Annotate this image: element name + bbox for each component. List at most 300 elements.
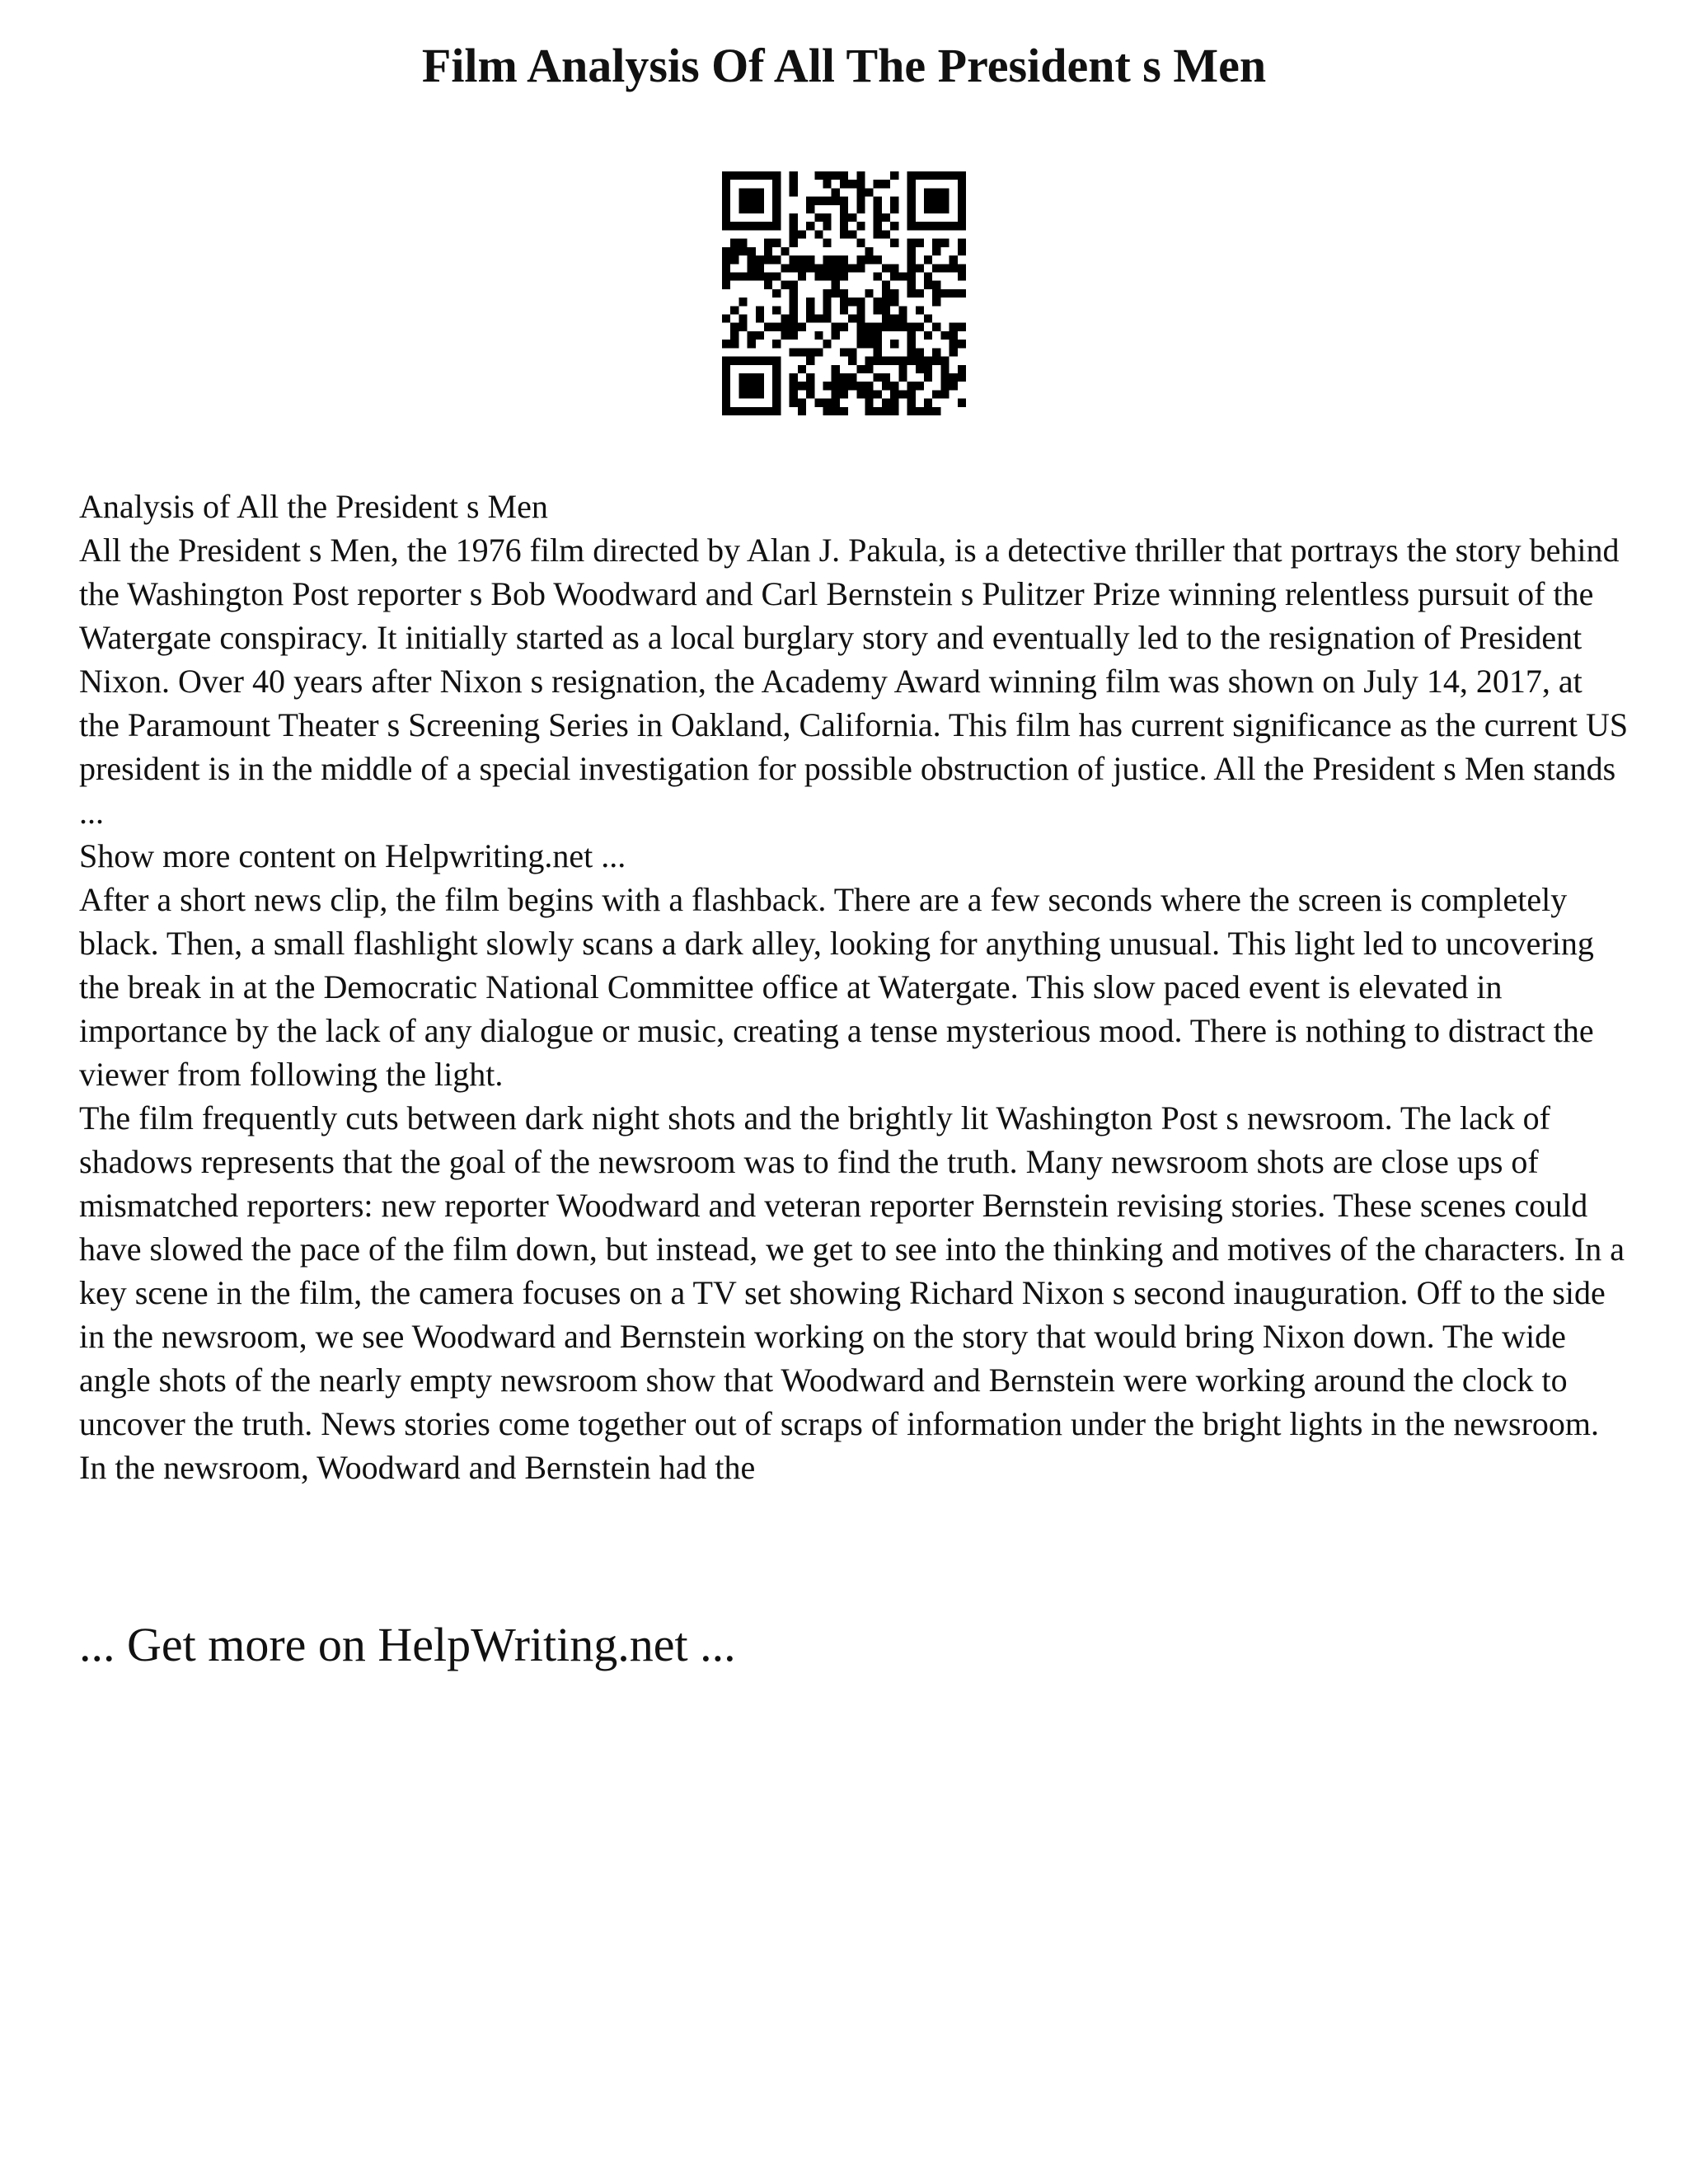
qr-module — [950, 323, 958, 331]
qr-module — [950, 171, 958, 180]
qr-module — [890, 315, 898, 323]
qr-module — [958, 373, 966, 382]
qr-module — [798, 407, 806, 415]
qr-module — [958, 247, 966, 255]
qr-module — [907, 247, 916, 255]
qr-module — [890, 323, 898, 331]
qr-module — [907, 180, 916, 188]
qr-module — [950, 331, 958, 340]
qr-module — [924, 315, 932, 323]
qr-module — [722, 365, 730, 373]
qr-module — [848, 373, 856, 382]
qr-module — [840, 222, 848, 230]
qr-module — [772, 255, 781, 264]
qr-module — [932, 197, 940, 205]
qr-module — [772, 340, 781, 348]
qr-module — [738, 390, 747, 398]
qr-module — [856, 171, 865, 180]
qr-module — [865, 255, 874, 264]
qr-module — [790, 264, 798, 272]
qr-module — [823, 213, 831, 222]
qr-module — [916, 365, 924, 373]
qr-module — [730, 407, 738, 415]
show-more-link[interactable]: Show more content on Helpwriting.net ... — [79, 837, 626, 874]
qr-module — [848, 264, 856, 272]
qr-module — [856, 205, 865, 213]
qr-module — [832, 171, 840, 180]
qr-module — [748, 373, 756, 382]
qr-module — [848, 213, 856, 222]
qr-module — [924, 188, 932, 196]
qr-module — [722, 340, 730, 348]
qr-module — [907, 272, 916, 280]
qr-module — [823, 289, 831, 298]
qr-module — [790, 373, 798, 382]
qr-module — [756, 255, 764, 264]
qr-module — [950, 382, 958, 390]
qr-module — [940, 390, 949, 398]
qr-module — [790, 306, 798, 314]
qr-module — [865, 357, 874, 365]
qr-module — [790, 222, 798, 230]
qr-module — [907, 382, 916, 390]
qr-module — [823, 306, 831, 314]
qr-module — [940, 188, 949, 196]
qr-module — [738, 272, 747, 280]
qr-module — [823, 180, 831, 188]
qr-module — [806, 382, 814, 390]
qr-module — [958, 180, 966, 188]
qr-module — [940, 357, 949, 365]
qr-module — [856, 331, 865, 340]
qr-module — [890, 264, 898, 272]
qr-module — [898, 357, 907, 365]
qr-module — [916, 407, 924, 415]
qr-module — [916, 171, 924, 180]
qr-module — [840, 382, 848, 390]
qr-module — [916, 357, 924, 365]
qr-module — [756, 205, 764, 213]
qr-module — [790, 171, 798, 180]
qr-module — [798, 399, 806, 407]
qr-module — [730, 255, 738, 264]
qr-module — [865, 407, 874, 415]
qr-module — [738, 247, 747, 255]
qr-module — [840, 197, 848, 205]
qr-module — [924, 373, 932, 382]
qr-module — [722, 197, 730, 205]
qr-module — [874, 255, 882, 264]
qr-module — [832, 373, 840, 382]
qr-module — [756, 264, 764, 272]
qr-module — [832, 407, 840, 415]
qr-module — [940, 365, 949, 373]
qr-module — [748, 382, 756, 390]
qr-module — [890, 197, 898, 205]
qr-module — [865, 399, 874, 407]
qr-module — [924, 197, 932, 205]
qr-module — [738, 323, 747, 331]
qr-module — [865, 365, 874, 373]
qr-module — [781, 315, 789, 323]
qr-module — [748, 264, 756, 272]
qr-module — [890, 298, 898, 306]
qr-module — [823, 272, 831, 280]
qr-module — [890, 171, 898, 180]
qr-module — [756, 407, 764, 415]
qr-module — [882, 213, 890, 222]
qr-module — [907, 264, 916, 272]
qr-module — [772, 239, 781, 247]
qr-module — [798, 323, 806, 331]
qr-module — [722, 255, 730, 264]
qr-module — [856, 188, 865, 196]
qr-module — [832, 188, 840, 196]
qr-module — [932, 323, 940, 331]
qr-module — [882, 289, 890, 298]
qr-module — [940, 171, 949, 180]
qr-module — [840, 264, 848, 272]
qr-module — [924, 331, 932, 340]
qr-module — [840, 298, 848, 306]
qr-module — [924, 205, 932, 213]
qr-module — [756, 373, 764, 382]
article-paragraph-intro: All the President s Men, the 1976 film directed by Alan J. Pakula, is a detective thriller that portrays the story behind the Washington Post reporter s Bob Woodward and Carl Bernstein s Pulitzer Prize winning relentless pursuit of the Watergate conspiracy. It initially started as a local burglary story and eventually led to the resignation of President Nixon. Over 40 years after Nixon s resignation, the Academy Award winning film was shown on July 14, 2017, at the Paramount Theater s Screening Series in Oakland, California. This film has current significance as the current US president is in the middle of a special investigation for possible obstruction of justice. All the President s Men stands ... — [79, 532, 1629, 831]
qr-module — [722, 180, 730, 188]
qr-module — [940, 264, 949, 272]
qr-module — [738, 239, 747, 247]
qr-module — [772, 180, 781, 188]
qr-module — [756, 197, 764, 205]
qr-module — [874, 298, 882, 306]
qr-module — [856, 180, 865, 188]
qr-module — [756, 272, 764, 280]
qr-module — [814, 348, 823, 356]
qr-module — [874, 230, 882, 238]
qr-module — [748, 331, 756, 340]
qr-module — [874, 390, 882, 398]
qr-module — [924, 171, 932, 180]
qr-module — [932, 205, 940, 213]
qr-module — [738, 373, 747, 382]
qr-module — [814, 230, 823, 238]
qr-module — [958, 264, 966, 272]
qr-module — [790, 390, 798, 398]
qr-module — [890, 407, 898, 415]
qr-module — [898, 390, 907, 398]
qr-module — [874, 197, 882, 205]
qr-module — [722, 213, 730, 222]
qr-module — [722, 188, 730, 196]
qr-module — [790, 298, 798, 306]
qr-module — [798, 272, 806, 280]
get-more-link[interactable]: ... Get more on HelpWriting.net ... — [79, 1618, 736, 1671]
qr-module — [748, 197, 756, 205]
qr-module — [814, 272, 823, 280]
qr-module — [756, 171, 764, 180]
qr-module — [764, 171, 772, 180]
qr-module — [823, 340, 831, 348]
qr-module — [756, 315, 764, 323]
qr-module — [722, 222, 730, 230]
qr-module — [874, 407, 882, 415]
qr-module — [907, 357, 916, 365]
qr-module — [806, 373, 814, 382]
qr-module — [772, 222, 781, 230]
qr-module — [823, 197, 831, 205]
qr-module — [924, 357, 932, 365]
qr-module — [840, 213, 848, 222]
qr-module — [848, 315, 856, 323]
qr-module — [950, 264, 958, 272]
qr-module — [856, 306, 865, 314]
qr-module — [823, 255, 831, 264]
qr-module — [848, 382, 856, 390]
qr-module — [890, 390, 898, 398]
qr-module — [840, 306, 848, 314]
qr-module — [756, 331, 764, 340]
qr-module — [865, 289, 874, 298]
qr-module — [790, 213, 798, 222]
qr-module — [916, 348, 924, 356]
qr-module — [958, 289, 966, 298]
qr-module — [890, 272, 898, 280]
qr-module — [882, 315, 890, 323]
qr-module — [764, 222, 772, 230]
qr-module — [958, 171, 966, 180]
qr-module — [764, 272, 772, 280]
qr-module — [832, 365, 840, 373]
qr-module — [772, 407, 781, 415]
qr-module — [874, 222, 882, 230]
qr-module — [874, 348, 882, 356]
qr-module — [764, 323, 772, 331]
qr-module — [756, 382, 764, 390]
qr-module — [856, 382, 865, 390]
qr-module — [840, 180, 848, 188]
qr-module — [790, 315, 798, 323]
qr-module — [832, 264, 840, 272]
qr-module — [738, 407, 747, 415]
qr-module — [772, 289, 781, 298]
qr-module — [882, 298, 890, 306]
qr-module — [882, 281, 890, 289]
qr-module — [907, 331, 916, 340]
qr-module — [940, 289, 949, 298]
qr-module — [924, 365, 932, 373]
qr-module — [832, 281, 840, 289]
qr-module — [932, 357, 940, 365]
qr-module — [890, 340, 898, 348]
qr-module — [932, 264, 940, 272]
qr-module — [890, 205, 898, 213]
qr-module — [738, 197, 747, 205]
qr-module — [874, 357, 882, 365]
qr-module — [832, 197, 840, 205]
qr-module — [907, 255, 916, 264]
qr-module — [856, 365, 865, 373]
qr-module — [898, 365, 907, 373]
qr-module — [722, 382, 730, 390]
qr-module — [932, 239, 940, 247]
qr-module — [856, 264, 865, 272]
qr-module — [790, 348, 798, 356]
qr-module — [738, 222, 747, 230]
qr-module — [798, 255, 806, 264]
qr-module — [958, 340, 966, 348]
qr-module — [940, 239, 949, 247]
qr-module — [874, 340, 882, 348]
qr-module — [907, 197, 916, 205]
qr-module — [932, 247, 940, 255]
qr-module — [764, 407, 772, 415]
qr-module — [882, 373, 890, 382]
qr-module — [874, 306, 882, 314]
qr-module — [756, 357, 764, 365]
qr-code-icon — [722, 171, 966, 415]
qr-module — [806, 315, 814, 323]
qr-module — [730, 306, 738, 314]
qr-module — [823, 298, 831, 306]
qr-module — [832, 399, 840, 407]
qr-module — [916, 306, 924, 314]
qr-module — [798, 264, 806, 272]
qr-module — [856, 197, 865, 205]
qr-module — [890, 222, 898, 230]
qr-module — [756, 390, 764, 398]
qr-module — [722, 205, 730, 213]
qr-module — [950, 340, 958, 348]
qr-module — [722, 373, 730, 382]
qr-module — [798, 382, 806, 390]
qr-module — [916, 264, 924, 272]
qr-module — [730, 171, 738, 180]
qr-module — [772, 399, 781, 407]
qr-module — [790, 323, 798, 331]
qr-module — [840, 272, 848, 280]
qr-module — [764, 247, 772, 255]
qr-module — [958, 188, 966, 196]
qr-module — [840, 407, 848, 415]
qr-module — [832, 331, 840, 340]
qr-module — [814, 399, 823, 407]
qr-module — [958, 365, 966, 373]
article-body — [79, 485, 1629, 1489]
qr-module — [950, 222, 958, 230]
qr-module — [730, 239, 738, 247]
qr-module — [856, 315, 865, 323]
qr-module — [950, 373, 958, 382]
qr-module — [907, 281, 916, 289]
qr-module — [764, 255, 772, 264]
qr-module — [806, 255, 814, 264]
qr-module — [840, 289, 848, 298]
qr-module — [840, 230, 848, 238]
qr-module — [874, 213, 882, 222]
qr-module — [781, 331, 789, 340]
qr-module — [932, 281, 940, 289]
qr-module — [890, 382, 898, 390]
qr-module — [722, 272, 730, 280]
qr-module — [898, 306, 907, 314]
qr-module — [730, 340, 738, 348]
qr-module — [865, 340, 874, 348]
qr-module — [772, 382, 781, 390]
qr-module — [848, 357, 856, 365]
qr-module — [874, 323, 882, 331]
qr-module — [848, 298, 856, 306]
qr-module — [814, 213, 823, 222]
qr-module — [781, 323, 789, 331]
qr-module — [790, 289, 798, 298]
qr-module — [772, 357, 781, 365]
qr-module — [840, 255, 848, 264]
qr-module — [890, 289, 898, 298]
qr-module — [840, 348, 848, 356]
qr-module — [772, 306, 781, 314]
qr-module — [738, 382, 747, 390]
qr-module — [823, 399, 831, 407]
qr-module — [756, 188, 764, 196]
qr-module — [730, 272, 738, 280]
qr-module — [832, 323, 840, 331]
qr-module — [907, 323, 916, 331]
qr-module — [806, 357, 814, 365]
qr-module — [932, 188, 940, 196]
qr-module — [907, 205, 916, 213]
qr-module — [924, 407, 932, 415]
qr-module — [924, 281, 932, 289]
qr-module — [798, 348, 806, 356]
qr-module — [781, 247, 789, 255]
qr-module — [840, 205, 848, 213]
qr-module — [898, 323, 907, 331]
qr-module — [748, 188, 756, 196]
qr-module — [916, 222, 924, 230]
qr-module — [722, 407, 730, 415]
qr-module — [932, 222, 940, 230]
qr-module — [790, 239, 798, 247]
qr-module — [832, 289, 840, 298]
qr-module — [907, 289, 916, 298]
qr-module — [798, 365, 806, 373]
qr-module — [932, 298, 940, 306]
qr-module — [882, 306, 890, 314]
qr-module — [882, 399, 890, 407]
qr-module — [781, 281, 789, 289]
qr-module — [772, 323, 781, 331]
qr-module — [932, 390, 940, 398]
qr-module — [730, 247, 738, 255]
qr-module — [958, 399, 966, 407]
qr-module — [874, 373, 882, 382]
qr-module — [907, 407, 916, 415]
qr-module — [772, 188, 781, 196]
qr-module — [924, 399, 932, 407]
qr-module — [722, 171, 730, 180]
qr-module — [772, 171, 781, 180]
qr-module — [856, 239, 865, 247]
qr-module — [772, 365, 781, 373]
qr-module — [781, 264, 789, 272]
article-paragraph-flashback: After a short news clip, the film begins with a flashback. There are a few seconds where the screen is completely black. Then, a small flashlight slowly scans a dark alley, looking for anything unusual. This light led to uncovering the break in at the Democratic National Committee office at Watergate. This slow paced event is elevated in importance by the lack of any dialogue or music, creating a tense mysterious mood. There is nothing to distract the viewer from following the light. — [79, 881, 1594, 1093]
qr-module — [748, 407, 756, 415]
qr-module — [790, 180, 798, 188]
qr-module — [748, 222, 756, 230]
qr-module — [772, 205, 781, 213]
qr-module — [958, 272, 966, 280]
qr-module — [722, 315, 730, 323]
